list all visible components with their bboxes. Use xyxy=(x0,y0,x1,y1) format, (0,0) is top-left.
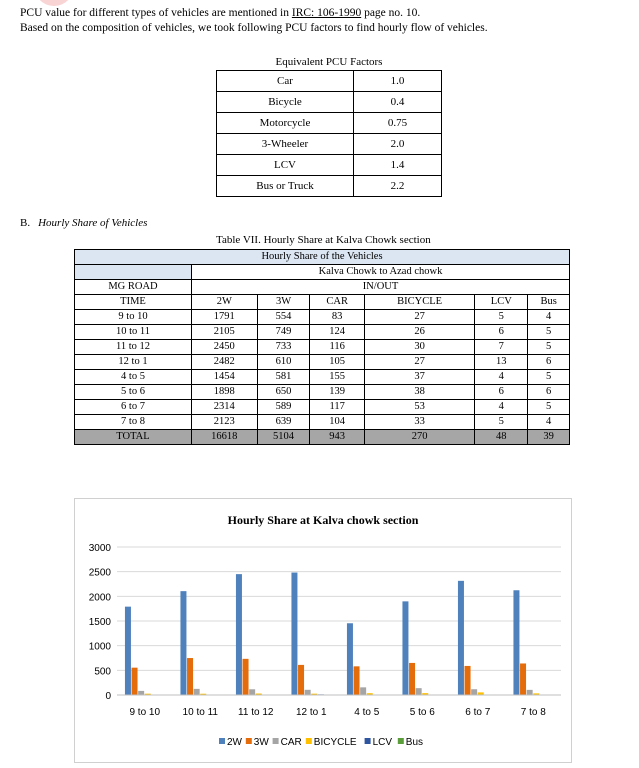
table-cell: 749 xyxy=(257,325,310,340)
blank-cell xyxy=(75,265,192,280)
pcu-vehicle: LCV xyxy=(217,155,354,176)
pcu-vehicle: Bus or Truck xyxy=(217,176,354,197)
table-cell: 37 xyxy=(364,370,474,385)
intro-text xyxy=(20,6,488,36)
pcu-row xyxy=(217,92,442,113)
table-cell: 4 xyxy=(528,415,570,430)
bar-car xyxy=(527,690,533,695)
road-name: MG ROAD xyxy=(75,280,192,295)
table-cell: 6 xyxy=(475,325,528,340)
pcu-factor: 0.75 xyxy=(354,113,442,134)
table-cell: 6 to 7 xyxy=(75,400,192,415)
table-header: Hourly Share of the Vehicles xyxy=(75,250,570,265)
table-cell: Bus xyxy=(528,295,570,310)
table-cell: 7 xyxy=(475,340,528,355)
bar-car xyxy=(360,687,366,695)
table-cell: TIME xyxy=(75,295,192,310)
table-cell: 4 to 5 xyxy=(75,370,192,385)
x-tick-label: 10 to 11 xyxy=(182,707,218,718)
table-cell: 2482 xyxy=(192,355,258,370)
bar-3w xyxy=(243,659,249,695)
x-tick-label: 7 to 8 xyxy=(520,707,546,718)
table-cell: 33 xyxy=(364,415,474,430)
table-cell: 117 xyxy=(310,400,364,415)
section-title: Hourly Share of Vehicles xyxy=(38,217,148,229)
table-cell: 39 xyxy=(528,430,570,445)
x-tick-label: 12 to 1 xyxy=(295,707,327,718)
legend-label: 3W xyxy=(253,737,269,748)
table-cell: 139 xyxy=(310,385,364,400)
table-cell: 7 to 8 xyxy=(75,415,192,430)
legend-label: CAR xyxy=(280,737,302,748)
bar-car xyxy=(305,690,311,695)
table-row xyxy=(75,385,570,400)
pcu-vehicle: Bicycle xyxy=(217,92,354,113)
bar-3w xyxy=(298,665,304,695)
table-cell: 83 xyxy=(310,310,364,325)
bar-car xyxy=(138,691,144,695)
chart-title: Hourly Share at Kalva chowk section xyxy=(227,513,419,527)
table-cell: 4 xyxy=(475,400,528,415)
intro-line-2: Based on the composition of vehicles, we took following PCU factors to find hourly flow of vehicles. xyxy=(20,22,488,34)
table-row xyxy=(75,400,570,415)
section-name: Kalva Chowk to Azad chowk xyxy=(192,265,570,280)
bar-3w xyxy=(520,663,526,695)
table-cell: 639 xyxy=(257,415,310,430)
intro-line-1 xyxy=(20,6,488,21)
pcu-vehicle: Motorcycle xyxy=(217,113,354,134)
table-cell: 6 xyxy=(528,385,570,400)
y-tick-label: 1000 xyxy=(88,641,111,653)
legend-swatch xyxy=(219,738,225,744)
pcu-vehicle: 3-Wheeler xyxy=(217,134,354,155)
legend-label: Bus xyxy=(405,737,424,748)
pcu-factor: 2.2 xyxy=(354,176,442,197)
legend-swatch xyxy=(365,738,371,744)
hourly-share-table xyxy=(74,249,570,445)
table-cell: 11 to 12 xyxy=(75,340,192,355)
intro-text-part: page no. 10. xyxy=(361,7,421,19)
table-cell: 581 xyxy=(257,370,310,385)
table-cell: 4 xyxy=(475,370,528,385)
table-cell: 554 xyxy=(257,310,310,325)
bar-2w xyxy=(291,573,297,695)
table-cell: 6 xyxy=(528,355,570,370)
pcu-table-title: Equivalent PCU Factors xyxy=(275,56,383,68)
table-cell: 6 xyxy=(475,385,528,400)
y-tick-label: 2000 xyxy=(88,592,111,604)
table-cell: 1791 xyxy=(192,310,258,325)
bar-3w xyxy=(409,663,415,695)
table-cell: 116 xyxy=(310,340,364,355)
table-cell: 5104 xyxy=(257,430,310,445)
table-cell: 3W xyxy=(257,295,310,310)
bar-car xyxy=(194,689,200,695)
y-tick-label: 2500 xyxy=(88,567,111,579)
table-caption: Table VII. Hourly Share at Kalva Chowk section xyxy=(216,234,431,246)
bar-3w xyxy=(354,666,360,695)
x-tick-label: 4 to 5 xyxy=(354,707,380,718)
y-tick-label: 500 xyxy=(94,666,111,678)
table-cell: LCV xyxy=(475,295,528,310)
table-cell: 124 xyxy=(310,325,364,340)
x-tick-label: 9 to 10 xyxy=(129,707,161,718)
table-cell: 1898 xyxy=(192,385,258,400)
legend-swatch xyxy=(273,738,279,744)
bar-chart xyxy=(75,499,571,762)
table-cell: 943 xyxy=(310,430,364,445)
table-cell: 4 xyxy=(528,310,570,325)
legend-swatch xyxy=(246,738,252,744)
x-tick-label: 11 to 12 xyxy=(238,707,274,718)
table-cell: 104 xyxy=(310,415,364,430)
table-cell: 48 xyxy=(475,430,528,445)
pcu-factor: 1.0 xyxy=(354,71,442,92)
pcu-factor: 0.4 xyxy=(354,92,442,113)
bar-2w xyxy=(236,574,242,695)
bar-2w xyxy=(180,591,186,695)
table-cell: 589 xyxy=(257,400,310,415)
table-cell: 27 xyxy=(364,310,474,325)
x-tick-label: 5 to 6 xyxy=(409,707,435,718)
pcu-row xyxy=(217,134,442,155)
pcu-factor: 2.0 xyxy=(354,134,442,155)
chart-container xyxy=(74,498,572,763)
table-cell: 270 xyxy=(364,430,474,445)
bar-3w xyxy=(465,666,471,695)
table-cell: 5 xyxy=(475,310,528,325)
table-cell: 30 xyxy=(364,340,474,355)
direction-label: IN/OUT xyxy=(192,280,570,295)
table-cell: 38 xyxy=(364,385,474,400)
table-cell: 2105 xyxy=(192,325,258,340)
pcu-row xyxy=(217,176,442,197)
bar-2w xyxy=(347,623,353,695)
pcu-row xyxy=(217,113,442,134)
table-cell: 13 xyxy=(475,355,528,370)
table-cell: 5 xyxy=(475,415,528,430)
table-cell: 5 xyxy=(528,370,570,385)
table-cell: 5 to 6 xyxy=(75,385,192,400)
table-cell: 9 to 10 xyxy=(75,310,192,325)
table-cell: 2450 xyxy=(192,340,258,355)
section-b-heading xyxy=(20,217,147,229)
table-cell: 12 to 1 xyxy=(75,355,192,370)
table-cell: 53 xyxy=(364,400,474,415)
table-cell: 2123 xyxy=(192,415,258,430)
table-cell: 2314 xyxy=(192,400,258,415)
total-row xyxy=(75,430,570,445)
table-cell: BICYCLE xyxy=(364,295,474,310)
section-letter: B. xyxy=(20,217,31,229)
bar-2w xyxy=(458,581,464,695)
pcu-vehicle: Car xyxy=(217,71,354,92)
legend-swatch xyxy=(398,738,404,744)
table-cell: 1454 xyxy=(192,370,258,385)
bar-car xyxy=(416,688,422,695)
legend-swatch xyxy=(306,738,312,744)
table-cell: 650 xyxy=(257,385,310,400)
pcu-row xyxy=(217,71,442,92)
table-cell: 155 xyxy=(310,370,364,385)
x-tick-label: 6 to 7 xyxy=(465,707,491,718)
bar-car xyxy=(249,689,255,695)
bar-2w xyxy=(125,607,131,695)
table-cell: 26 xyxy=(364,325,474,340)
table-cell: 5 xyxy=(528,340,570,355)
table-cell: 610 xyxy=(257,355,310,370)
bar-3w xyxy=(132,668,138,695)
table-row xyxy=(75,340,570,355)
table-cell: 105 xyxy=(310,355,364,370)
y-tick-label: 1500 xyxy=(88,617,111,628)
legend-label: BICYCLE xyxy=(313,737,357,748)
bar-2w xyxy=(402,601,408,695)
legend-label: 2W xyxy=(227,737,242,748)
table-cell: 27 xyxy=(364,355,474,370)
table-row xyxy=(75,370,570,385)
table-cell: 733 xyxy=(257,340,310,355)
table-cell: 16618 xyxy=(192,430,258,445)
pcu-table xyxy=(216,70,442,197)
table-cell: CAR xyxy=(310,295,364,310)
table-row xyxy=(75,355,570,370)
table-row xyxy=(75,325,570,340)
table-cell: 5 xyxy=(528,325,570,340)
y-tick-label: 0 xyxy=(105,691,111,702)
y-tick-label: 3000 xyxy=(88,543,111,554)
table-row xyxy=(75,415,570,430)
pcu-row xyxy=(217,155,442,176)
table-cell: 5 xyxy=(528,400,570,415)
intro-text-part: PCU value for different types of vehicles are mentioned in xyxy=(20,7,292,19)
table-row xyxy=(75,310,570,325)
irc-reference-link[interactable]: IRC: 106-1990 xyxy=(291,7,362,19)
table-cell: 2W xyxy=(192,295,258,310)
column-header-row xyxy=(75,295,570,310)
legend-label: LCV xyxy=(372,737,393,748)
table-cell: 10 to 11 xyxy=(75,325,192,340)
bar-2w xyxy=(513,590,519,695)
bar-3w xyxy=(187,658,193,695)
pcu-factor: 1.4 xyxy=(354,155,442,176)
bar-car xyxy=(471,689,477,695)
table-cell: TOTAL xyxy=(75,430,192,445)
